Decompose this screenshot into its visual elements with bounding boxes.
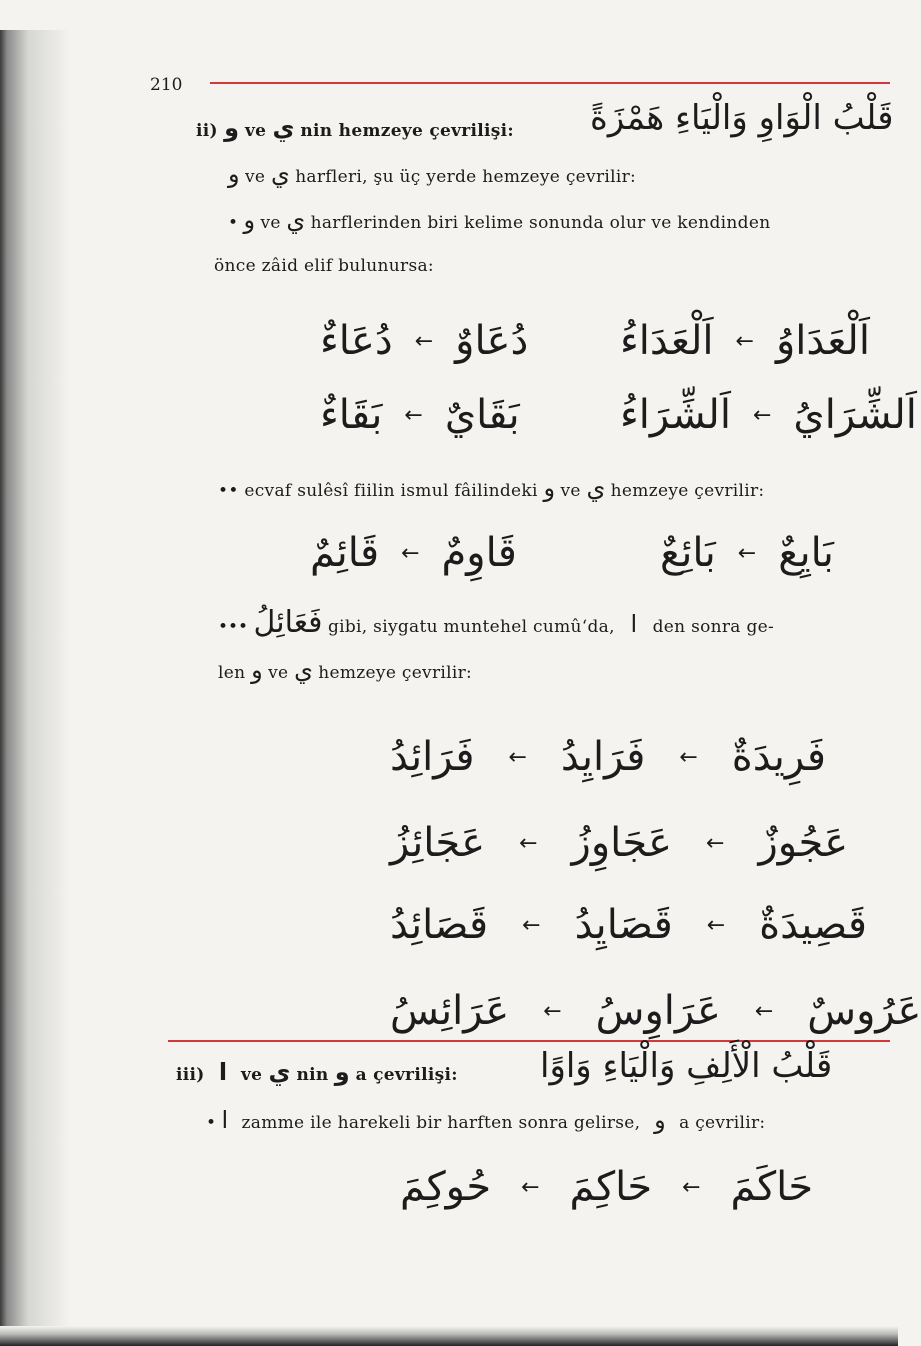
example-row-2b: اَلشِّرَاءُ ← اَلشِّرَايُ [620, 392, 917, 438]
section-ii-heading: ii) و ve ي nin hemzeye çevrilişi: [196, 114, 514, 142]
example-row-1b: اَلْعَدَاءُ ← اَلْعَدَاوُ [620, 318, 870, 364]
example-row-8: حُوكِمَ ← حَاكِمَ ← حَاكَمَ [400, 1164, 814, 1210]
case-3-line-2: len و ve ي hemzeye çevrilir: [218, 656, 473, 684]
section-rule [168, 1040, 890, 1042]
case-3-line-1: ••• فَعَائِلُ gibi, siygatu muntehel cumû‘da, ا den sonra ge- [218, 605, 775, 640]
example-row-6: قَصَائِدُ ← قَصَايِدُ ← قَصِيدَةٌ [390, 902, 867, 948]
section-ii-intro: و ve ي harfleri, şu üç yerde hemzeye çevrilir: [228, 160, 637, 188]
example-row-5: عَجَائِزُ ← عَجَاوِزُ ← عَجُوزٌ [390, 820, 849, 866]
section-iii-case-line: • ا zamme ile harekeli bir harften sonra gelirse, و a çevrilir: [206, 1106, 766, 1134]
example-row-3b: بَائِعٌ ← بَايِعٌ [660, 530, 834, 576]
section-iii-heading: iii) ا ve ي nin و a çevrilişi: [176, 1058, 458, 1086]
section-ii-arabic-title: قَلْبُ الْوَاوِ وَالْيَاءِ هَمْزَةً [590, 98, 894, 138]
example-row-7: عَرَائِسُ ← عَرَاوِسُ ← عَرُوسٌ [390, 988, 921, 1034]
case-1-line-1: • و ve ي harflerinden biri kelime sonunda olur ve kendinden [228, 206, 771, 234]
example-row-3a: قَائِمٌ ← قَاوِمٌ [310, 530, 517, 576]
section-iii-arabic-title: قَلْبُ الْأَلِفِ وَالْيَاءِ وَاوًا [540, 1046, 833, 1086]
case-2-line: •• ecvaf sulêsî fiilin ismul fâilindeki و ve ي hemzeye çevrilir: [218, 474, 765, 502]
book-gutter-shadow [0, 30, 70, 1330]
example-row-4: فَرَائِدُ ← فَرَايِدُ ← فَرِيدَةٌ [390, 734, 827, 780]
example-row-2a: بَقَاءٌ ← بَقَايٌ [320, 392, 520, 438]
page-bottom-edge [0, 1326, 898, 1346]
example-row-1a: دُعَاءٌ ← دُعَاوٌ [320, 318, 529, 364]
page-number: 210 [150, 75, 183, 95]
header-rule [210, 82, 890, 84]
case-1-line-2: önce zâid elif bulunursa: [214, 256, 434, 276]
